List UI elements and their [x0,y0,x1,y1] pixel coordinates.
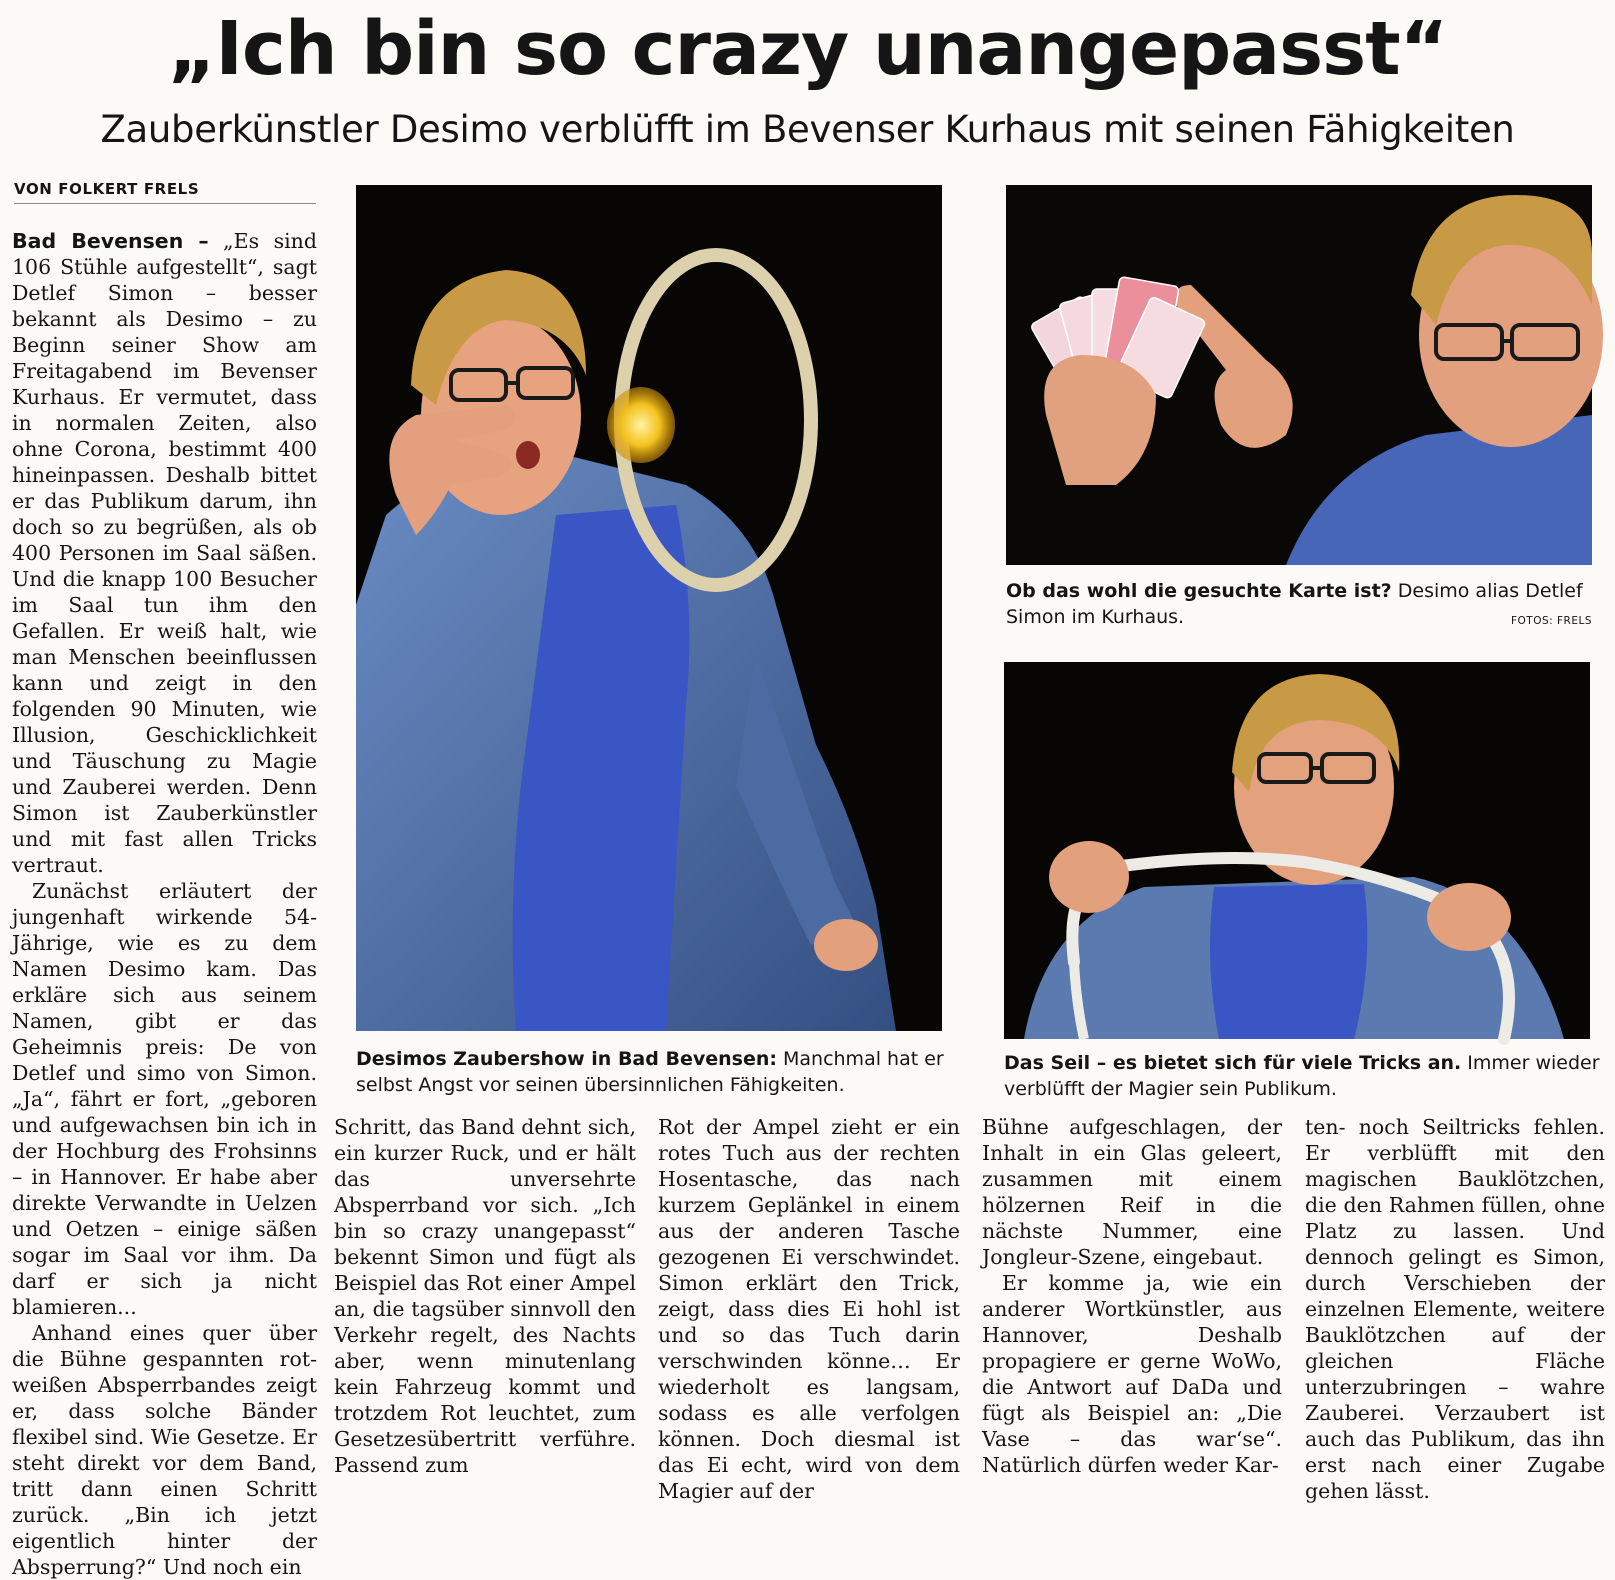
caption-bold: Das Seil – es bietet sich für viele Tricks an. [1004,1052,1462,1074]
caption-text: Manchmal hat er selbst Angst vor seinen übersinnlichen Fähigkeiten. [356,1048,944,1096]
paragraph: Schritt, das Band dehnt sich, ein kurzer Ruck, und er hält das unversehrte Absperrband vor sich. „Ich bin so crazy unangepasst“ bekennt Simon und fügt als Beispiel das Rot einer Ampel an, die tagsüber sinnvoll den Verkehr regelt, des Nachts aber, wenn minutenlang kein Fahrzeug kommt und trotzdem Rot leuchtet, zum Gesetzesübertritt verführe. Passend zum [334,1115,636,1477]
headline: „Ich bin so crazy unangepasst“ [167,6,1448,92]
text-column-3 [658,1114,960,1503]
caption-text: Immer wieder verblüfft der Magier sein Publikum. [1004,1052,1600,1100]
photo-playing-cards [1006,185,1592,565]
text-column-4 [982,1114,1282,1477]
caption-bold: Ob das wohl die gesuchte Karte ist? [1006,580,1392,602]
byline: VON FOLKERT FRELS [14,180,316,204]
subheadline: Zauberkünstler Desimo verblüfft im Bevenser Kurhaus mit seinen Fähigkeiten [100,108,1515,151]
paragraph: Zunächst erläutert der jungenhaft wirkende 54-Jährige, wie es zu dem Namen Desimo kam. Das erkläre sich aus seinem Namen, gibt er das Geheimnis preis: De von Detlef und simo von Simon. „Ja“, fährt er fort, „geboren und aufgewachsen bin ich in der Hochburg des Frohsinns – in Hannover. Er habe aber direkte Verwandte in Uelzen und Oetzen – einige säßen sogar im Saal vor ihm. Da darf er sich ja nicht blamieren... [12,879,317,1319]
caption-rope-photo [1004,1050,1604,1102]
photo-juggling-ring [356,185,942,1031]
paragraph: Rot der Ampel zieht er ein rotes Tuch aus der rechten Hosentasche, das nach kurzem Geplänkel in einem aus der anderen Tasche gezogenen Ei verschwindet. Simon erklärt den Trick, zeigt, dass dies Ei hohl ist und so das Tuch darin verschwinden könne… Er wiederholt es langsam, sodass es alle verfolgen können. Doch diesmal ist das Ei echt, wird von dem Magier auf der [658,1115,960,1503]
caption-text: Desimo alias Detlef Simon im Kurhaus. [1006,580,1583,628]
paragraph: Anhand eines quer über die Bühne gespannten rot-weißen Absperrbandes zeigt er, dass solche Bänder flexibel sind. Wie Gesetze. Er steht direkt vor dem Band, tritt dann einen Schritt zurück. „Bin ich jetzt eigentlich hinter der Absperrung?“ Und noch ein [12,1321,317,1579]
paragraph [12,228,317,878]
text-column-1 [12,228,318,1579]
paragraph: ten- noch Seiltricks fehlen. Er verblüfft mit den magischen Bauklötzchen, die den Rahmen füllen, ohne Platz zu lassen. Und dennoch gelingt es Simon, durch Verschieben der einzelnen Elemente, weitere Bauklötzchen auf der gleichen Fläche unterzubringen – wahre Zauberei. Verzaubert ist auch das Publikum, das ihn erst nach einer Zugabe gehen lässt. [1305,1115,1605,1503]
dateline: Bad Bevensen – [12,229,209,253]
paragraph: Bühne aufgeschlagen, der Inhalt in ein Glas geleert, zusammen mit einem hölzernen Reif in die nächste Nummer, eine Jongleur-Szene, eingebaut. [982,1115,1282,1269]
caption-main-photo [356,1046,946,1098]
photo-credit: FOTOS: FRELS [1510,615,1592,627]
paragraph-text: „Es sind 106 Stühle aufgestellt“, sagt Detlef Simon – besser bekannt als Desimo – zu Beginn seiner Show am Freitagabend im Bevenser Kurhaus. Er vermutet, dass in normalen Zeiten, also ohne Corona, bestimmt 400 hineinpassen. Deshalb bittet er das Publikum darum, ihn doch so zu begrüßen, als ob 400 Personen im Saal säßen. Und die knapp 100 Besucher im Saal tun ihm den Gefallen. Er weiß halt, wie man Menschen beeinflussen kann und zeigt in den folgenden 90 Minuten, wie Illusion, Geschicklichkeit und Täuschung zu Magie und Zauberei werden. Denn Simon ist Zauberkünstler und mit fast allen Tricks vertraut. [12,229,318,877]
text-column-5 [1305,1114,1605,1503]
photo-rope-trick [1004,662,1590,1039]
caption-bold: Desimos Zaubershow in Bad Bevensen: [356,1048,777,1070]
text-column-2 [334,1114,636,1477]
paragraph: Er komme ja, wie ein anderer Wortkünstler, aus Hannover, Deshalb propagiere er gerne WoWo, die Antwort auf DaDa und fügt als Beispiel an: „Die Vase – das war‘se“. Natürlich dürfen weder Kar- [982,1271,1282,1477]
